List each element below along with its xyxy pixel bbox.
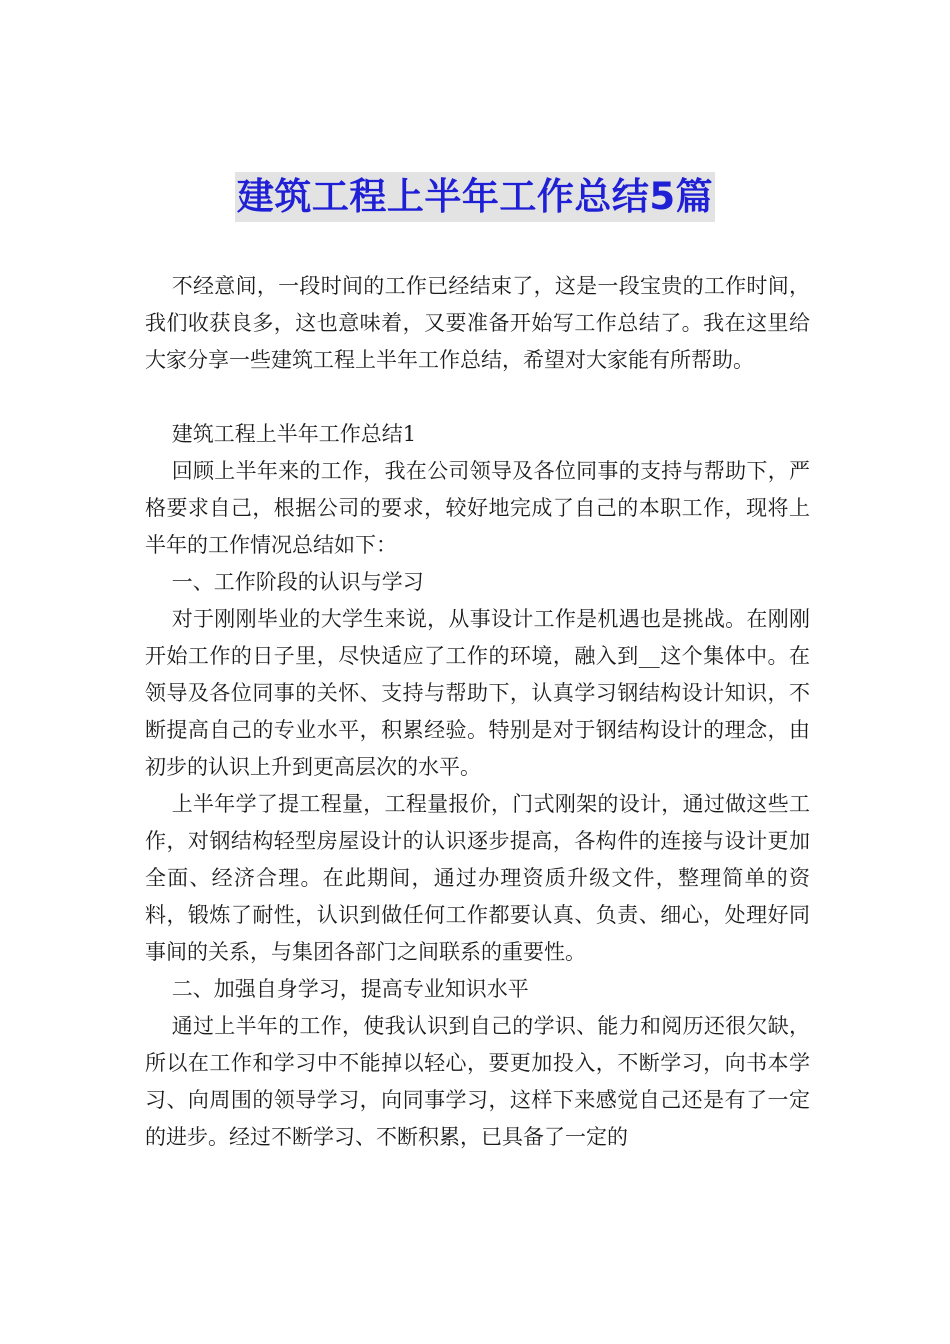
document-title: 建筑工程上半年工作总结5篇 xyxy=(235,172,715,222)
intro-paragraph: 不经意间，一段时间的工作已经结束了，这是一段宝贵的工作时间，我们收获良多，这也意味着，又要准备开始写工作总结了。我在这里给大家分享一些建筑工程上半年工作总结，希望对大家能有所帮助。 xyxy=(145,274,810,372)
subheading: 二、加强自身学习，提高专业知识水平 xyxy=(171,977,529,1001)
section-title: 建筑工程上半年工作总结1 xyxy=(171,422,417,446)
body-paragraph: 上半年学了提工程量，工程量报价，门式刚架的设计，通过做这些工作，对钢结构轻型房屋设计的认识逐步提高，各构件的连接与设计更加全面、经济合理。在此期间，通过办理资质升级文件，整理简单的资料，锻炼了耐性，认识到做任何工作都要认真、负责、细心，处理好同事间的关系，与集团各部门之间联系的重要性。 xyxy=(145,792,810,964)
subheading: 一、工作阶段的认识与学习 xyxy=(171,570,424,594)
paragraph-spacer xyxy=(145,379,810,416)
document-body xyxy=(145,268,810,1156)
body-paragraph: 通过上半年的工作，使我认识到自己的学识、能力和阅历还很欠缺，所以在工作和学习中不能掉以轻心，要更加投入，不断学习，向书本学习、向周围的领导学习，向同事学习，这样下来感觉自己还是有了一定的进步。经过不断学习、不断积累，已具备了一定的 xyxy=(145,1014,810,1149)
body-paragraph: 回顾上半年来的工作，我在公司领导及各位同事的支持与帮助下，严格要求自己，根据公司的要求，较好地完成了自己的本职工作，现将上半年的工作情况总结如下： xyxy=(145,459,810,557)
body-paragraph: 对于刚刚毕业的大学生来说，从事设计工作是机遇也是挑战。在刚刚开始工作的日子里，尽快适应了工作的环境，融入到__这个集体中。在领导及各位同事的关怀、支持与帮助下，认真学习钢结构设计知识，不断提高自己的专业水平，积累经验。特别是对于钢结构设计的理念，由初步的认识上升到更高层次的水平。 xyxy=(145,607,810,779)
title-container xyxy=(0,172,950,222)
